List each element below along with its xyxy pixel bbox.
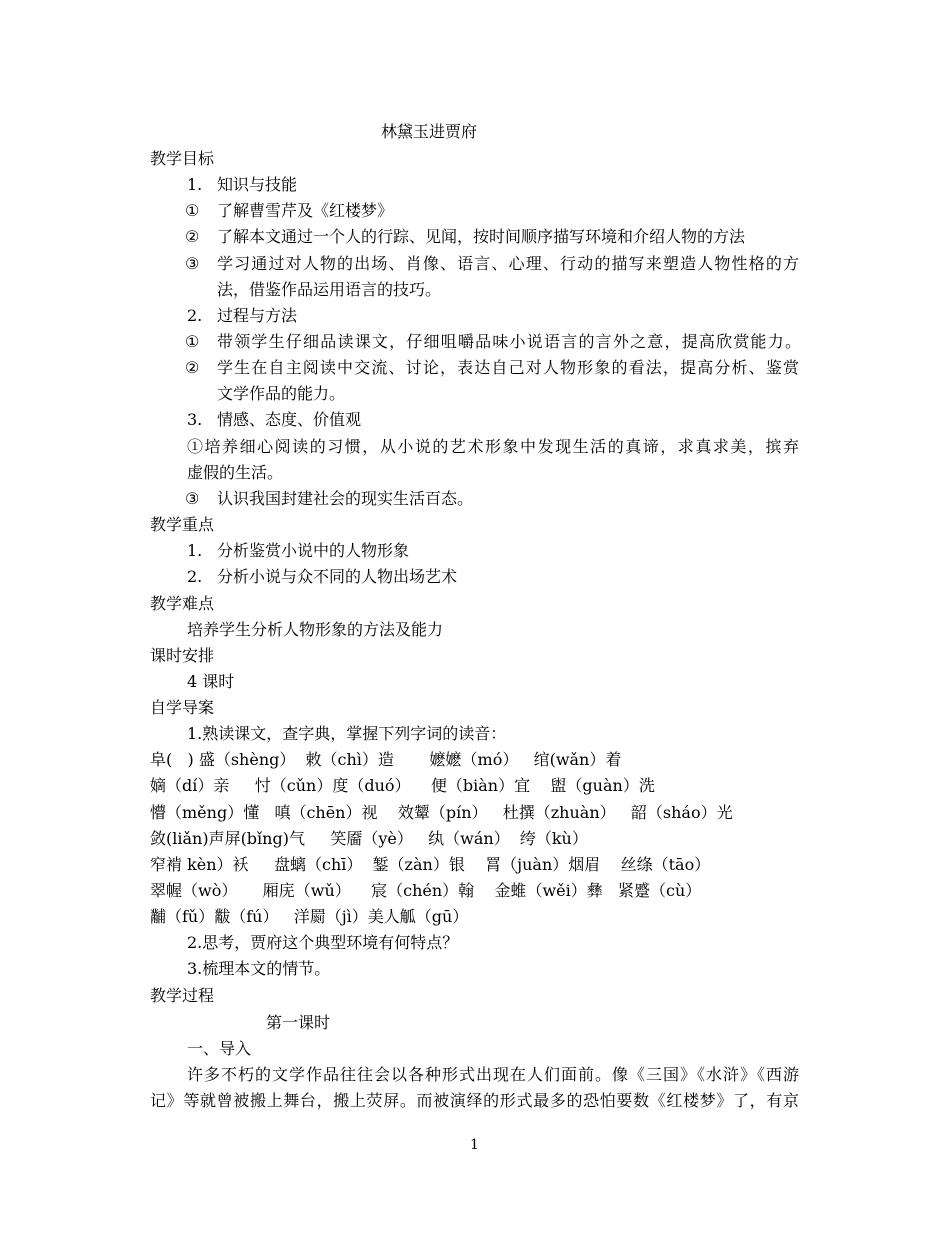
- focus-item: [0, 566, 950, 588]
- item-text-continued: 文学作品的能力。: [217, 384, 346, 403]
- section-number: 3.: [187, 410, 203, 429]
- item-text: 了解本文通过一个人的行踪、见闻，按时间顺序描写环境和介绍人物的方法: [217, 227, 746, 246]
- vocab-line: 嫡（dí）亲 忖（cǔn）度（duó） 便（biàn）宜 盥（guàn）洗: [150, 776, 655, 795]
- section-title: 一、导入: [187, 1039, 252, 1058]
- goals-section-2: [0, 305, 950, 327]
- item-text: 学生在自主阅读中交流、讨论，表达自己对人物形象的看法，提高分析、鉴赏: [217, 358, 799, 377]
- guide-task-3: 3.梳理本文的情节。: [187, 959, 331, 978]
- focus-item: [0, 540, 950, 562]
- vocab-line: 阜( ) 盛（shèng） 敕（chì）造 嬷嬷（mó） 绾(wǎn）着: [150, 750, 622, 769]
- guide-task-2: 2.思考，贾府这个典型环境有何特点？: [187, 933, 459, 952]
- paragraph-line: 许多不朽的文学作品往往会以各种形式出现在人们面前。像《三国》《水浒》《西游: [187, 1065, 799, 1084]
- item-marker: ③: [185, 489, 200, 508]
- vocab-line: 黼（fǔ）黻（fú） 洋罽（jì）美人觚（gū）: [150, 907, 469, 926]
- page-number: 1: [470, 1137, 479, 1153]
- item-text: 带领学生仔细品读课文，仔细咀嚼品味小说语言的言外之意，提高欣赏能力。: [217, 332, 801, 351]
- vocab-line: 敛(liǎn)声屏(bǐng)气 笑靥（yè） 纨（wán） 绔（kù）: [150, 829, 588, 848]
- schedule-heading: 课时安排: [150, 646, 215, 665]
- guide-heading: 自学导案: [150, 698, 215, 717]
- item-number: 2.: [187, 567, 203, 586]
- item-text: 分析鉴赏小说中的人物形象: [217, 541, 410, 560]
- section-label: 过程与方法: [217, 306, 298, 325]
- schedule-text: 4 课时: [187, 672, 235, 691]
- goals-item: [0, 488, 950, 510]
- vocab-line: 翠幄（wò） 厢庑（wǔ） 宸（chén）翰 金蜼（wěi）彝 紧蹙（cù）: [150, 881, 702, 900]
- goals-item: [0, 200, 950, 222]
- section-label: 知识与技能: [217, 175, 298, 194]
- document-title: 林黛玉进贾府: [381, 122, 478, 141]
- goals-item: ①培养细心阅读的习惯，从小说的艺术形象中发现生活的真谛，求真求美，摈弃: [187, 437, 799, 456]
- goals-item: [0, 226, 950, 248]
- guide-task-1: 1.熟读课文，查字典，掌握下列字词的读音：: [187, 724, 507, 743]
- section-label: 情感、态度、价值观: [217, 410, 362, 429]
- goals-heading: 教学目标: [150, 149, 215, 168]
- item-text: 了解曹雪芹及《红楼梦》: [217, 201, 394, 220]
- process-heading: 教学过程: [150, 986, 215, 1005]
- section-number: 2.: [187, 306, 203, 325]
- item-text: 认识我国封建社会的现实生活百态。: [217, 489, 474, 508]
- item-text: 分析小说与众不同的人物出场艺术: [217, 567, 458, 586]
- goals-item: [0, 253, 950, 275]
- lesson-title: 第一课时: [266, 1013, 331, 1032]
- item-marker: ②: [185, 358, 200, 377]
- difficulty-text: 培养学生分析人物形象的方法及能力: [187, 620, 444, 639]
- paragraph-line: 记》等就曾被搬上舞台，搬上荧屏。而被演绎的形式最多的恐怕要数《红楼梦》了，有京: [150, 1091, 799, 1110]
- goals-section-1: [0, 174, 950, 196]
- item-marker: ③: [185, 254, 200, 273]
- item-marker: ①: [185, 332, 200, 351]
- item-text-continued: 虚假的生活。: [187, 463, 284, 482]
- vocab-line: 懵（měng）懂 嗔（chēn）视 效颦（pín） 杜撰（zhuàn） 韶（sháo）光: [150, 803, 733, 822]
- item-marker: ①: [185, 201, 200, 220]
- goals-item: [0, 357, 950, 379]
- item-marker: ②: [185, 227, 200, 246]
- goals-item: [0, 331, 950, 353]
- item-number: 1.: [187, 541, 203, 560]
- item-text-continued: 法，借鉴作品运用语言的技巧。: [217, 280, 442, 299]
- goals-section-3: [0, 409, 950, 431]
- vocab-line: 窄褃 kèn）袄 盘螭（chī） 錾（zàn）银 罥（juàn）烟眉 丝绦（tāo）: [150, 855, 711, 874]
- section-number: 1.: [187, 175, 203, 194]
- difficulty-heading: 教学难点: [150, 594, 215, 613]
- focus-heading: 教学重点: [150, 515, 215, 534]
- item-text: 学习通过对人物的出场、肖像、语言、心理、行动的描写来塑造人物性格的方: [217, 254, 799, 273]
